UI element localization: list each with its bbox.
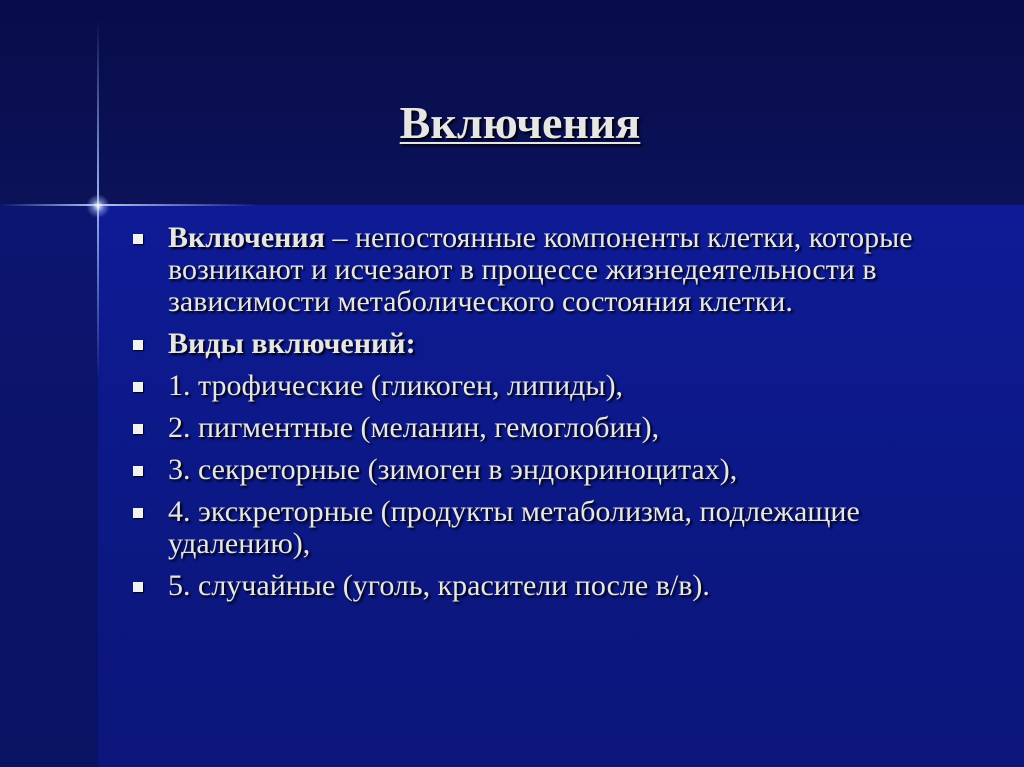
square-bullet-icon (133, 234, 143, 244)
bullet-text: – непостоянные компоненты клетки, которые возникают и исчезают в процессе жизнедеятельности в зависимости метаболического состояния клетки. (168, 221, 913, 318)
square-bullet-icon (133, 340, 143, 350)
square-bullet-icon (133, 424, 143, 434)
bullet-item-definition (130, 222, 960, 318)
bullet-item-trophic (130, 370, 960, 402)
bullet-text: 5. случайные (уголь, красители после в/в). (168, 569, 710, 602)
bullet-text: 2. пигментные (меланин, гемоглобин), (168, 411, 660, 444)
square-bullet-icon (133, 508, 143, 518)
bullet-item-accidental (130, 570, 960, 602)
bullet-bold: Виды включений: (168, 327, 416, 360)
bullet-item-secretory (130, 454, 960, 486)
bullet-item-pigment (130, 412, 960, 444)
bullet-text: 3. секреторные (зимоген в эндокриноцитах), (168, 453, 738, 486)
bullet-text: 1. трофические (гликоген, липиды), (168, 369, 624, 402)
bullet-bold: Включения (168, 221, 325, 254)
bullet-list (130, 222, 960, 612)
lens-flare-core (86, 194, 110, 218)
square-bullet-icon (133, 382, 143, 392)
lens-flare-horizontal (0, 204, 260, 206)
square-bullet-icon (133, 582, 143, 592)
bullet-item-types-heading (130, 328, 960, 360)
square-bullet-icon (133, 466, 143, 476)
bullet-text: 4. экскреторные (продукты метаболизма, подлежащие удалению), (168, 495, 860, 560)
left-band (0, 205, 98, 767)
bullet-item-excretory (130, 496, 960, 560)
slide-title: Включения (399, 97, 641, 148)
